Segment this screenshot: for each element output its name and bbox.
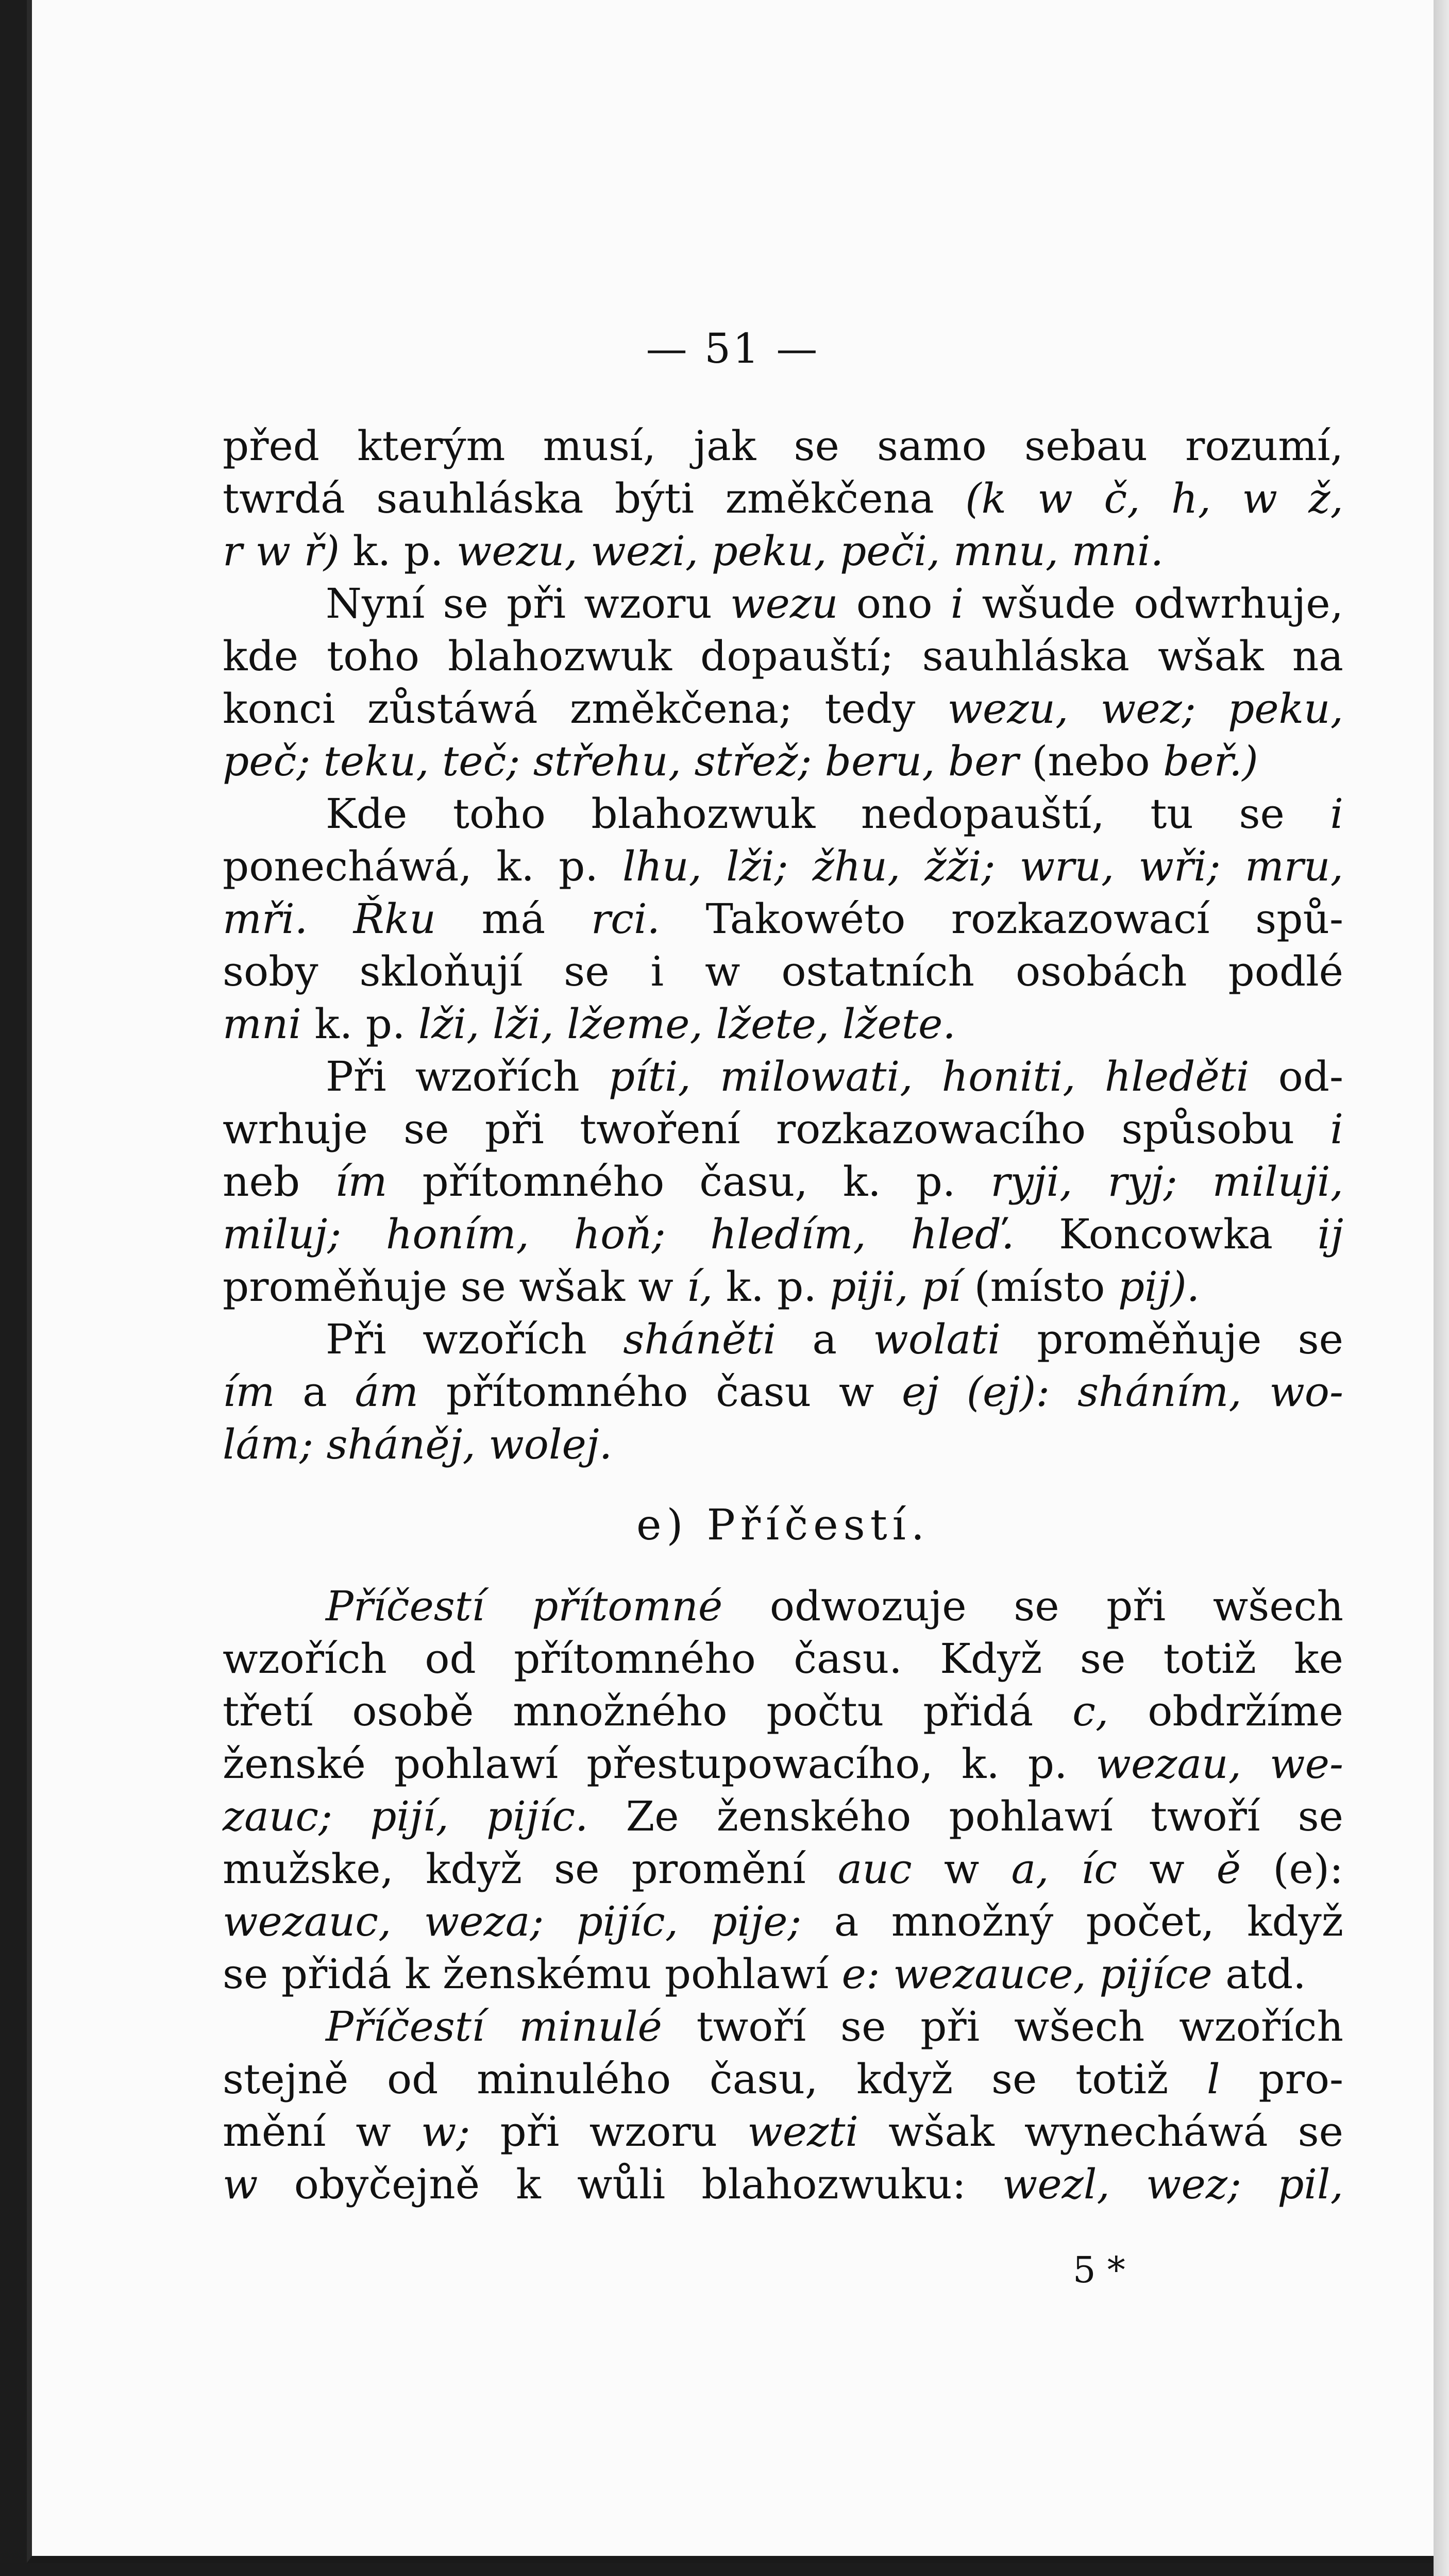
text-line: miluj; honím, hoň; hledím, hleď. Koncowka ij xyxy=(223,1210,1344,1258)
signature-mark: 5 * xyxy=(1073,2249,1125,2291)
text-line: proměňuje se wšak w í, k. p. piji, pí (místo pij). xyxy=(223,1263,1200,1311)
text-line: mni k. p. lži, lži, lžeme, lžete, lžete. xyxy=(223,1000,956,1048)
text-line: peč; teku, teč; střehu, střež; beru, ber (nebo beř.) xyxy=(223,737,1258,785)
text-line: stejně od minulého času, když se totiž l pro- xyxy=(223,2055,1344,2103)
text-line: mužske, když se promění auc w a, íc w ě (e): xyxy=(223,1845,1343,1893)
text-line: neb ím přítomného času, k. p. ryji, ryj; miluji, xyxy=(223,1158,1343,1206)
page-body xyxy=(223,420,1343,2211)
text-line: Příčestí minulé twoří se při wšech wzořích xyxy=(326,2003,1343,2050)
text-line: twrdá sauhláska býti změkčena (k w č, h, w ž, xyxy=(223,474,1343,522)
page-number: — 51 — xyxy=(646,325,820,372)
text-line: soby skloňují se i w ostatních osobách podlé xyxy=(223,947,1343,995)
text-line: Při wzořích sháněti a wolati proměňuje se xyxy=(326,1315,1343,1363)
text-line: třetí osobě množného počtu přidá c, obdržíme xyxy=(223,1687,1343,1735)
text-line: Kde toho blahozwuk nedopauští, tu se i xyxy=(326,790,1343,838)
text-line: konci zůstáwá změkčena; tedy wezu, wez; peku, xyxy=(223,685,1343,733)
text-line: se přidá k ženskému pohlawí e: wezauce, pijíce atd. xyxy=(223,1950,1306,1998)
text-line: ponecháwá, k. p. lhu, lži; žhu, žži; wru, wři; mru, xyxy=(223,842,1343,890)
text-line: Při wzořích píti, milowati, honiti, hleděti od- xyxy=(326,1053,1344,1100)
text-line: lám; sháněj, wolej. xyxy=(223,1420,613,1468)
text-line: Nyní se při wzoru wezu ono i wšude odwrhuje, xyxy=(326,580,1344,628)
book-page xyxy=(27,0,1434,2563)
scan-edge xyxy=(1434,0,1449,2576)
text-line: před kterým musí, jak se samo sebau rozumí, xyxy=(223,422,1343,470)
text-line: ženské pohlawí přestupowacího, k. p. wezau, we- xyxy=(223,1740,1343,1788)
text-line: kde toho blahozwuk dopauští; sauhláska wšak na xyxy=(223,632,1343,680)
section-heading: e) Příčestí. xyxy=(636,1501,930,1550)
text-line: r w ř) k. p. wezu, wezi, peku, peči, mnu, mni. xyxy=(223,527,1164,575)
text-line: mři. Řku má rci. Takowéto rozkazowací spů- xyxy=(223,895,1343,943)
text-line: Příčestí přítomné odwozuje se při wšech xyxy=(326,1582,1343,1630)
text-line: wrhuje se při twoření rozkazowacího spůsobu i xyxy=(223,1105,1343,1153)
text-line: wezauc, weza; pijíc, pije; a množný počet, když xyxy=(223,1897,1343,1945)
text-line: ím a ám přítomného času w ej (ej): sháním, wo- xyxy=(223,1368,1343,1416)
text-line: zauc; pijí, pijíc. Ze ženského pohlawí twoří se xyxy=(223,1792,1343,1840)
text-line: w obyčejně k wůli blahozwuku: wezl, wez; pil, xyxy=(223,2160,1343,2208)
text-line: mění w w; při wzoru wezti wšak wynecháwá se xyxy=(223,2108,1343,2156)
text-line: wzořích od přítomného času. Když se totiž ke xyxy=(223,1635,1343,1683)
